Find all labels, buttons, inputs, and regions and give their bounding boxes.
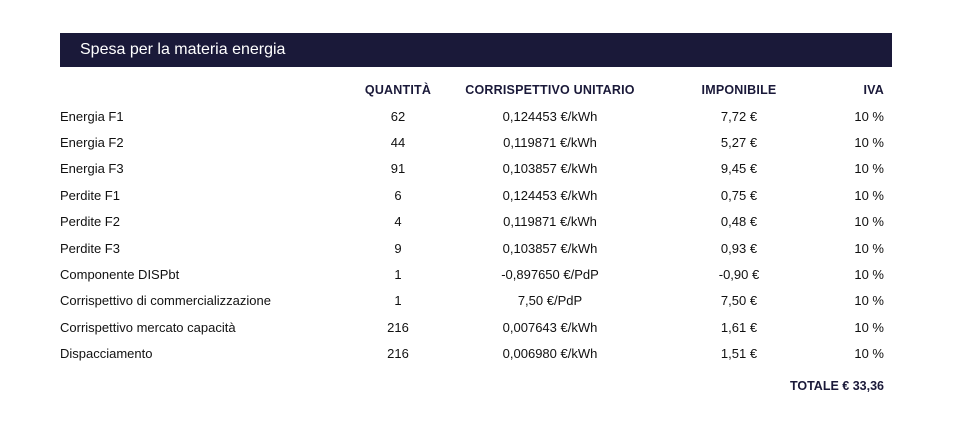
column-header-name bbox=[60, 77, 352, 103]
row-name: Corrispettivo mercato capacità bbox=[60, 319, 236, 335]
row-taxable: 5,27 € bbox=[720, 135, 758, 151]
row-vat: 10 % bbox=[854, 293, 884, 309]
row-name: Corrispettivo di commercializzazione bbox=[60, 293, 271, 309]
row-quantity: 44 bbox=[390, 135, 406, 151]
row-taxable: 9,45 € bbox=[720, 161, 758, 177]
row-quantity: 1 bbox=[394, 293, 402, 309]
row-quantity: 216 bbox=[387, 346, 409, 362]
row-vat: 10 % bbox=[854, 240, 884, 256]
table-row bbox=[60, 314, 892, 340]
row-taxable: 0,48 € bbox=[720, 214, 758, 230]
row-vat: 10 % bbox=[854, 161, 884, 177]
table-row bbox=[60, 182, 892, 208]
row-name: Perdite F3 bbox=[60, 240, 120, 256]
energy-cost-section bbox=[60, 33, 892, 393]
column-header-taxable: IMPONIBILE bbox=[701, 83, 777, 97]
table-row bbox=[60, 103, 892, 129]
row-quantity: 91 bbox=[390, 161, 406, 177]
row-taxable: 0,93 € bbox=[720, 240, 758, 256]
table-row bbox=[60, 288, 892, 314]
row-quantity: 1 bbox=[394, 267, 402, 283]
row-quantity: 6 bbox=[394, 187, 402, 203]
row-name: Energia F1 bbox=[60, 108, 124, 124]
row-taxable: 1,51 € bbox=[720, 346, 758, 362]
column-header-vat: IVA bbox=[863, 83, 884, 97]
table-body bbox=[60, 103, 892, 367]
row-name: Perdite F2 bbox=[60, 214, 120, 230]
row-name: Energia F3 bbox=[60, 161, 124, 177]
row-quantity: 9 bbox=[394, 240, 402, 256]
row-name: Perdite F1 bbox=[60, 187, 120, 203]
row-quantity: 4 bbox=[394, 214, 402, 230]
table-row bbox=[60, 209, 892, 235]
row-name: Dispacciamento bbox=[60, 346, 153, 362]
row-taxable: -0,90 € bbox=[718, 267, 760, 283]
row-taxable: 1,61 € bbox=[720, 319, 758, 335]
row-unit-price: 0,124453 €/kWh bbox=[502, 108, 598, 124]
row-vat: 10 % bbox=[854, 108, 884, 124]
column-header-unit-price: CORRISPETTIVO UNITARIO bbox=[465, 83, 635, 97]
row-vat: 10 % bbox=[854, 346, 884, 362]
row-vat: 10 % bbox=[854, 135, 884, 151]
row-quantity: 62 bbox=[390, 108, 406, 124]
row-vat: 10 % bbox=[854, 187, 884, 203]
table-row bbox=[60, 156, 892, 182]
row-vat: 10 % bbox=[854, 214, 884, 230]
row-name: Energia F2 bbox=[60, 135, 124, 151]
row-vat: 10 % bbox=[854, 267, 884, 283]
table-row bbox=[60, 261, 892, 287]
row-name: Componente DISPbt bbox=[60, 267, 180, 283]
table-row bbox=[60, 341, 892, 367]
section-title: Spesa per la materia energia bbox=[60, 33, 892, 67]
row-unit-price: 0,119871 €/kWh bbox=[503, 214, 597, 230]
row-unit-price: -0,897650 €/PdP bbox=[501, 267, 599, 283]
row-unit-price: 0,103857 €/kWh bbox=[502, 240, 598, 256]
table-header-row bbox=[60, 77, 892, 103]
row-taxable: 7,50 € bbox=[720, 293, 758, 309]
row-unit-price: 0,007643 €/kWh bbox=[502, 319, 598, 335]
row-unit-price: 0,103857 €/kWh bbox=[502, 161, 598, 177]
row-taxable: 0,75 € bbox=[720, 187, 758, 203]
row-unit-price: 0,006980 €/kWh bbox=[502, 346, 598, 362]
energy-cost-table bbox=[60, 77, 892, 367]
row-unit-price: 0,124453 €/kWh bbox=[502, 187, 598, 203]
row-vat: 10 % bbox=[854, 319, 884, 335]
row-unit-price: 7,50 €/PdP bbox=[517, 293, 583, 309]
table-row bbox=[60, 129, 892, 155]
row-taxable: 7,72 € bbox=[720, 108, 758, 124]
row-unit-price: 0,119871 €/kWh bbox=[503, 135, 597, 151]
total-amount: TOTALE € 33,36 bbox=[789, 378, 884, 393]
table-row bbox=[60, 235, 892, 261]
column-header-quantity: QUANTITÀ bbox=[364, 83, 432, 97]
row-quantity: 216 bbox=[387, 319, 409, 335]
